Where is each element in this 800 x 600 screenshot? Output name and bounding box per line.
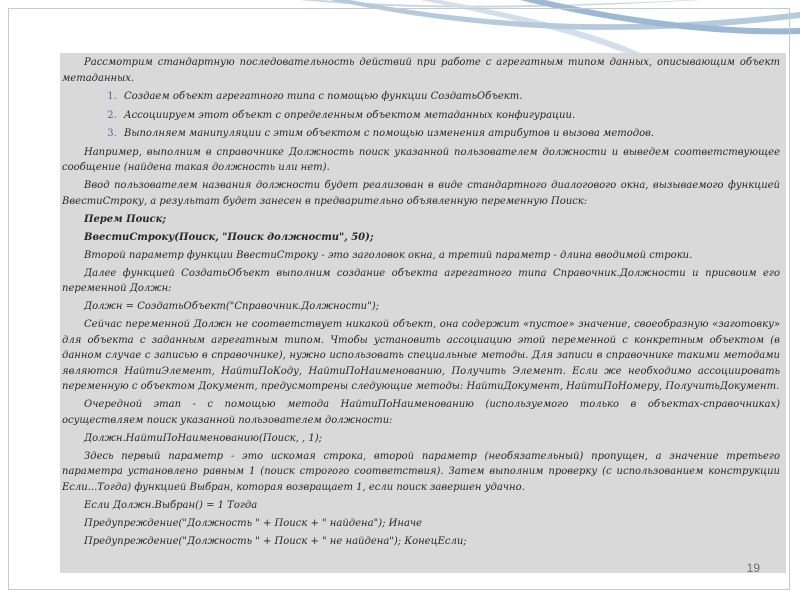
input-paragraph: Ввод пользователем названия должности будет реализован в виде стандартного диалогового окна, вызываемого функцией ВвестиСтроку, а результат будет занесен в предварительно объявленную переменную Поиск: (62, 180, 780, 207)
now-paragraph: Сейчас переменной Должн не соответствует никакой объект, она содержит «пустое» значение, своеобразную «заготовку» для объекта с заданным агрегатным типом. Чтобы установить ассоциацию этой переменной с конкретным объектом (в данном случае с записью в справочнике), нужно использовать специальные методы. Для записи в справочнике такими методами являются НайтиЭлемент, НайтиПоКоду, НайтиПоНаименованию, Получить Элемент. Если же необходимо ассоциировать переменную с объектом Документ, предусмотрены следующие методы: НайтиДокумент, НайтиПоНомеру, ПолучитьДокумент. (62, 319, 780, 392)
step-item: 3. Выполняем манипуляции с этим объектом с помощью изменения атрибутов и вызова методов. (120, 126, 780, 142)
second-param-paragraph: Второй параметр функции ВвестиСтроку - это заголовок окна, а третий параметр - длина вводимой строки. (84, 249, 693, 261)
create-paragraph: Далее функцией СоздатьОбъект выполним создание объекта агрегатного типа Справочник.Должности и присвоим его переменной Должн: (62, 267, 780, 294)
code-find-call: Должн.НайтиПоНаименованию(Поиск, , 1); (84, 432, 322, 444)
intro-paragraph: Рассмотрим стандартную последовательность действий при работе с агрегатным типом данных, описывающим объект метаданных. (62, 57, 780, 84)
step-item: 1. Создаем объект агрегатного типа с помощью функции СоздатьОбъект. (120, 89, 780, 105)
code-input-call: ВвестиСтроку(Поиск, "Поиск должности", 50); (84, 231, 374, 243)
next-step-paragraph: Очередной этап - с помощью метода НайтиПоНаименованию (используемого только в объектах-справочниках) осуществляем поиск указанной пользователем должности: (62, 399, 780, 426)
example-paragraph: Например, выполним в справочнике Должность поиск указанной пользователем должности и выведем соответствующее сообщение (найдена такая должность или нет). (62, 146, 780, 173)
code-warn-not-found: Предупреждение("Должность " + Поиск + " не найдена"); КонецЕсли; (84, 535, 467, 547)
code-warn-found: Предупреждение("Должность " + Поиск + " найдена"); Иначе (84, 517, 423, 529)
code-create-object: Должн = СоздатьОбъект("Справочник.Должности"); (84, 301, 379, 312)
code-var-declaration: Перем Поиск; (84, 213, 167, 225)
slide-content (60, 53, 786, 573)
step-item: 2. Ассоциируем этот объект с определенным объектом метаданных конфигурации. (120, 108, 780, 124)
page-number: 19 (746, 561, 760, 575)
here-paragraph: Здесь первый параметр - это искомая строка, второй параметр (необязательный) пропущен, а значение третьего параметра установлено равным 1 (поиск строгого соответствия). Затем выполним проверку (с использованием конструкции Если...Тогда) функцией Выбран, которая возвращает 1, если поиск завершен удачно. (62, 450, 780, 493)
code-if: Если Должн.Выбран() = 1 Тогда (84, 499, 258, 511)
steps-list (62, 89, 780, 142)
